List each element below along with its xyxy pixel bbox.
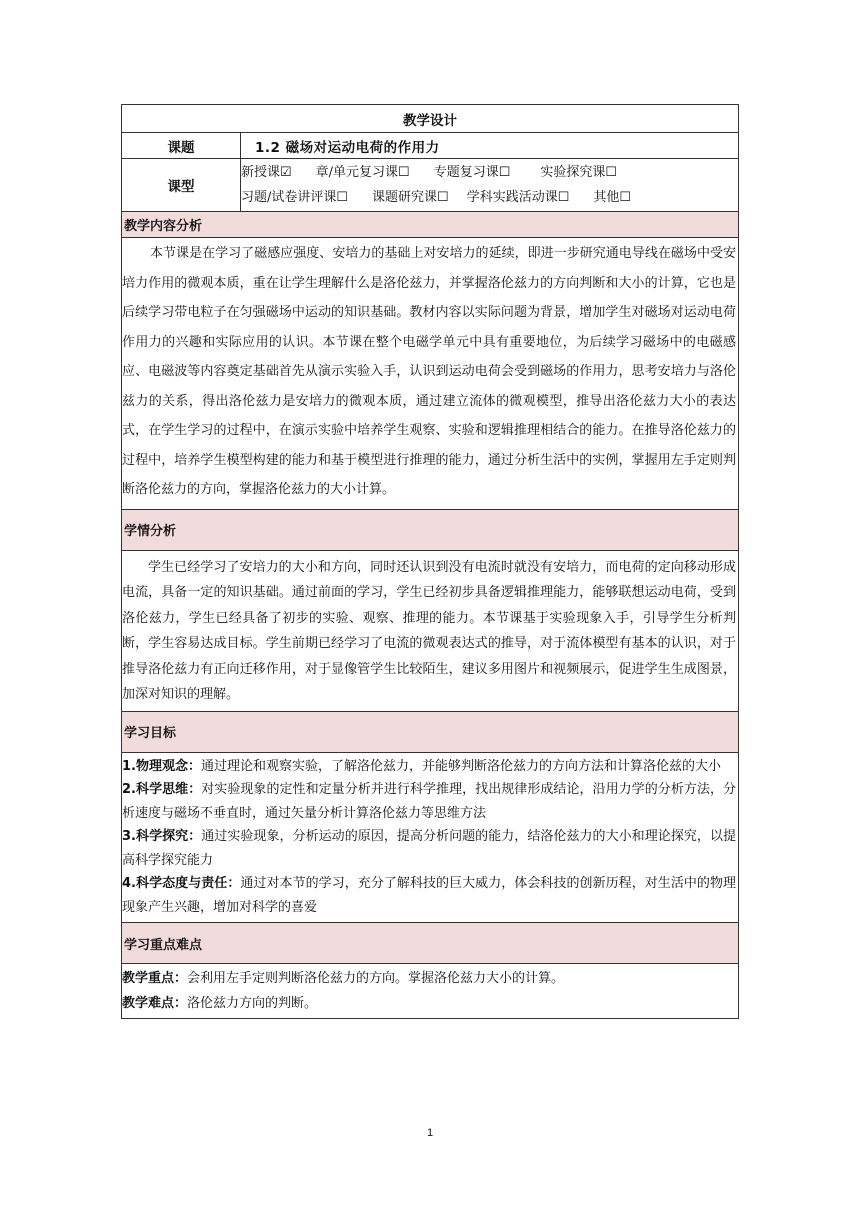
goal-title: 1.物理观念： (122, 758, 201, 774)
option-experiment: 实验探究课☐ (540, 165, 618, 180)
lesson-type-row-1 (241, 160, 738, 185)
option-research: 课题研究课☐ (372, 190, 449, 205)
goal-title: 4.科学态度与责任： (122, 876, 241, 891)
goal-item (122, 825, 736, 872)
topic-label: 课题 (122, 133, 241, 159)
content-analysis-heading: 教学内容分析 (122, 212, 739, 238)
goal-text: 通过理论和观察实验，了解洛伦兹力，并能够判断洛伦兹力的方向方法和计算洛伦兹的大小 (200, 758, 721, 774)
option-other: 其他☐ (593, 190, 632, 205)
option-exercise-review: 习题/试卷讲评课☐ (241, 190, 349, 205)
teaching-difficulty-text: 洛伦兹力方向的判断。 (187, 996, 318, 1011)
teaching-focus-label: 教学重点： (122, 971, 188, 986)
goals-list (122, 752, 739, 923)
goal-text: 通过实验现象，分析运动的原因，提高分析问题的能力，结洛伦兹力的大小和理论探究，以提高科学探究能力 (122, 829, 736, 868)
option-topic-review: 专题复习课☐ (433, 165, 511, 180)
goal-item (122, 872, 736, 919)
table-title: 教学设计 (122, 105, 739, 133)
content-analysis-text: 本节课是在学习了磁感应强度、安培力的基础上对安培力的延续，即进一步研究通电导线在磁场中受安培力作用的微观本质，重在让学生理解什么是洛伦兹力，并掌握洛伦兹力的方向判断和大小的计算，它也是后续学习带电粒子在匀强磁场中运动的知识基础。教材内容以实际问题为背景，增加学生对磁场对运动电荷作用力的兴趣和实际应用的认识。本节课在整个电磁学单元中具有重要地位，为后续学习磁场中的电磁感应、电磁波等内容奠定基础首先从演示实验入手，认识到运动电荷会受到磁场的作用力，思考安培力与洛伦兹力的关系，得出洛伦兹力是安培力的微观本质，通过建立流体的微观模型，推导出洛伦兹力大小的表达式，在学生学习的过程中，在演示实验中培养学生观察、实验和逻辑推理相结合的能力。在推导洛伦兹力的过程中，培养学生模型构建的能力和基于模型进行推理的能力，通过分析生活中的实例，掌握用左手定则判断洛伦兹力的方向，掌握洛伦兹力的大小计算。 (122, 238, 739, 510)
goal-item (122, 755, 736, 779)
lesson-plan-table (121, 104, 739, 1019)
lesson-type-options (241, 159, 739, 212)
key-points-heading: 学习重点难点 (122, 923, 739, 964)
goal-text: 对实验现象的定性和定量分析并进行科学推理，找出规律形成结论，沿用力学的分析方法，分析速度与磁场不垂直时，通过矢量分析计算洛伦兹力等思维方法 (122, 782, 736, 821)
option-practice-activity: 学科实践活动课☐ (466, 190, 570, 205)
teaching-focus (122, 966, 738, 991)
option-unit-review: 章/单元复习课☐ (315, 165, 410, 180)
option-new-lesson: 新授课☑ (241, 165, 292, 180)
page-number: 1 (426, 1127, 434, 1139)
goal-item (122, 778, 736, 825)
goal-title: 2.科学思维： (122, 782, 202, 797)
teaching-difficulty (122, 991, 738, 1016)
student-analysis-text: 学生已经学习了安培力的大小和方向，同时还认识到没有电流时就没有安培力，而电荷的定向移动形成电流，具备一定的知识基础。通过前面的学习，学生已经初步具备逻辑推理能力，能够联想运动电荷，受到洛伦兹力，学生已经具备了初步的实验、观察、推理的能力。本节课基于实验现象入手，引导学生分析判断，学生容易达成目标。学生前期已经学习了电流的微观表达式的推导，对于流体模型有基本的认识，对于推导洛伦兹力有正向迁移作用，对于显像管学生比较陌生，建议多用图片和视频展示，促进学生生成图景，加深对知识的理解。 (122, 550, 739, 711)
student-analysis-heading: 学情分析 (122, 509, 739, 550)
teaching-focus-text: 会利用左手定则判断洛伦兹力的方向。掌握洛伦兹力大小的计算。 (187, 971, 565, 986)
lesson-type-row-2 (241, 185, 738, 210)
lesson-type-label: 课型 (122, 159, 241, 212)
goal-title: 3.科学探究： (122, 829, 202, 844)
topic-value: 1.2 磁场对运动电荷的作用力 (241, 133, 739, 159)
key-points-content (122, 964, 739, 1019)
goals-heading: 学习目标 (122, 711, 739, 752)
lesson-plan-document (121, 104, 738, 1019)
goal-text: 通过对本节的学习，充分了解科技的巨大威力，体会科技的创新历程，对生活中的物理现象产生兴趣，增加对科学的喜爱 (122, 876, 736, 915)
teaching-difficulty-label: 教学难点： (122, 996, 188, 1011)
